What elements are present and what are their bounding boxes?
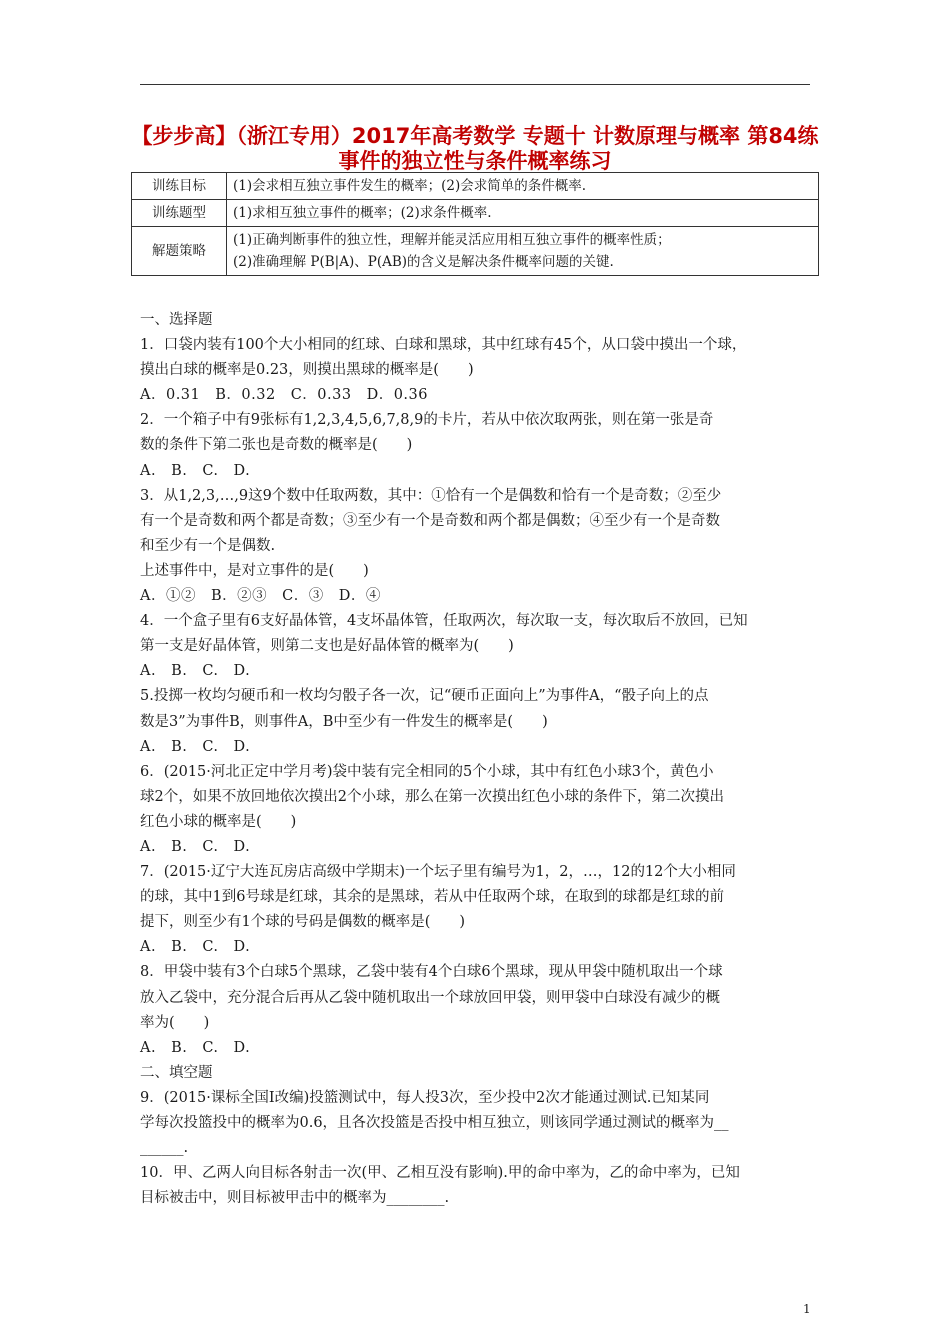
- question-1-line: 摸出白球的概率是0.23，则摸出黑球的概率是( ): [140, 362, 474, 379]
- question-8-line: 率为( ): [140, 1014, 210, 1031]
- question-6-line: 6．(2015·河北正定中学月考)袋中装有完全相同的5个小球，其中有红色小球3个，黄色小: [140, 763, 714, 780]
- question-4-choices: A. B. C. D.: [140, 663, 251, 680]
- table-key-cell: 训练题型: [132, 200, 227, 227]
- table-value-cell: (1)会求相互独立事件发生的概率；(2)会求简单的条件概率.: [227, 173, 819, 200]
- question-6-line: 红色小球的概率是( ): [140, 813, 297, 830]
- question-8-choices: A. B. C. D.: [140, 1039, 251, 1056]
- question-6-line: 球2个，如果不放回地依次摸出2个小球，那么在第一次摸出红色小球的条件下，第二次摸出: [140, 788, 724, 805]
- table-value-cell: (1)正确判断事件的独立性，理解并能灵活应用相互独立事件的概率性质； (2)准确理解 P(B|A)、P(AB)的含义是解决条件概率问题的关键.: [227, 227, 819, 276]
- table-value-cell: (1)求相互独立事件的概率；(2)求条件概率.: [227, 200, 819, 227]
- section-heading: 一、选择题: [140, 312, 213, 328]
- question-2-choices: A. B. C. D.: [140, 462, 251, 479]
- table-row: [132, 173, 819, 200]
- question-9-line: ______.: [140, 1140, 189, 1157]
- page-title: 【步步高】（浙江专用）2017年高考数学 专题十 计数原理与概率 第84练 事件的独立性与条件概率练习: [131, 124, 819, 173]
- question-9-line: 学每次投篮投中的概率为0.6，且各次投篮是否投中相互独立，则该同学通过测试的概率为__: [140, 1115, 729, 1131]
- question-8-line: 放入乙袋中，充分混合后再从乙袋中随机取出一个球放回甲袋，则甲袋中白球没有减少的概: [140, 989, 720, 1006]
- question-2-line: 2．一个箱子中有9张标有1,2,3,4,5,6,7,8,9的卡片，若从中依次取两张，则在第一张是奇: [140, 412, 714, 429]
- question-4-line: 第一支是好晶体管，则第二支也是好晶体管的概率为( ): [140, 638, 514, 655]
- question-2-line: 数的条件下第二张也是奇数的概率是( ): [140, 437, 413, 454]
- question-3-line: 3．从1,2,3,…,9这9个数中任取两数，其中：①恰有一个是偶数和恰有一个是奇数；②至少: [140, 487, 722, 504]
- question-3-line: 上述事件中，是对立事件的是( ): [140, 562, 369, 579]
- question-7-line: 7．(2015·辽宁大连瓦房店高级中学期末)一个坛子里有编号为1，2，…，12的12个大小相同: [140, 864, 736, 881]
- question-5-line: 数是3”为事件B，则事件A，B中至少有一件发生的概率是( ): [140, 713, 548, 730]
- question-7-choices: A. B. C. D.: [140, 939, 251, 956]
- section-heading: 二、填空题: [140, 1064, 213, 1081]
- table-key-cell: 解题策略: [132, 227, 227, 276]
- question-7-line: 的球，其中1到6号球是红球，其余的是黑球，若从中任取两个球，在取到的球都是红球的前: [140, 889, 724, 906]
- exercise-content: [140, 308, 812, 1211]
- question-3-line: 和至少有一个是偶数.: [140, 537, 276, 554]
- question-9-line: 9．(2015·课标全国Ⅰ改编)投篮测试中，每人投3次，至少投中2次才能通过测试.已知某同: [140, 1089, 710, 1106]
- question-3-choices: A．①② B．②③ C．③ D．④: [140, 588, 381, 605]
- question-1-choices: A．0.31 B．0.32 C．0.33 D．0.36: [140, 387, 428, 404]
- question-10-line: 目标被击中，则目标被甲击中的概率为________.: [140, 1190, 450, 1207]
- page-number: 1: [803, 1302, 811, 1316]
- question-5-choices: A. B. C. D.: [140, 738, 251, 755]
- training-info-table: [131, 172, 819, 276]
- question-6-choices: A. B. C. D.: [140, 838, 251, 855]
- table-row: [132, 227, 819, 276]
- question-3-line: 有一个是奇数和两个都是奇数；③至少有一个是奇数和两个都是偶数；④至少有一个是奇数: [140, 512, 720, 529]
- question-10-line: 10．甲、乙两人向目标各射击一次(甲、乙相互没有影响).甲的命中率为，乙的命中率为，已知: [140, 1165, 740, 1182]
- header-rule: [140, 84, 810, 85]
- table-key-cell: 训练目标: [132, 173, 227, 200]
- question-8-line: 8．甲袋中装有3个白球5个黑球，乙袋中装有4个白球6个黑球，现从甲袋中随机取出一个球: [140, 964, 723, 981]
- question-1-line: 1．口袋内装有100个大小相同的红球、白球和黑球，其中红球有45个，从口袋中摸出一个球，: [140, 337, 747, 354]
- question-7-line: 提下，则至少有1个球的号码是偶数的概率是( ): [140, 914, 466, 931]
- question-4-line: 4．一个盒子里有6支好晶体管，4支坏晶体管，任取两次，每次取一支，每次取后不放回，已知: [140, 613, 748, 630]
- table-row: [132, 200, 819, 227]
- question-5-line: 5.投掷一枚均匀硬币和一枚均匀骰子各一次，记“硬币正面向上”为事件A，“骰子向上的点: [140, 688, 709, 705]
